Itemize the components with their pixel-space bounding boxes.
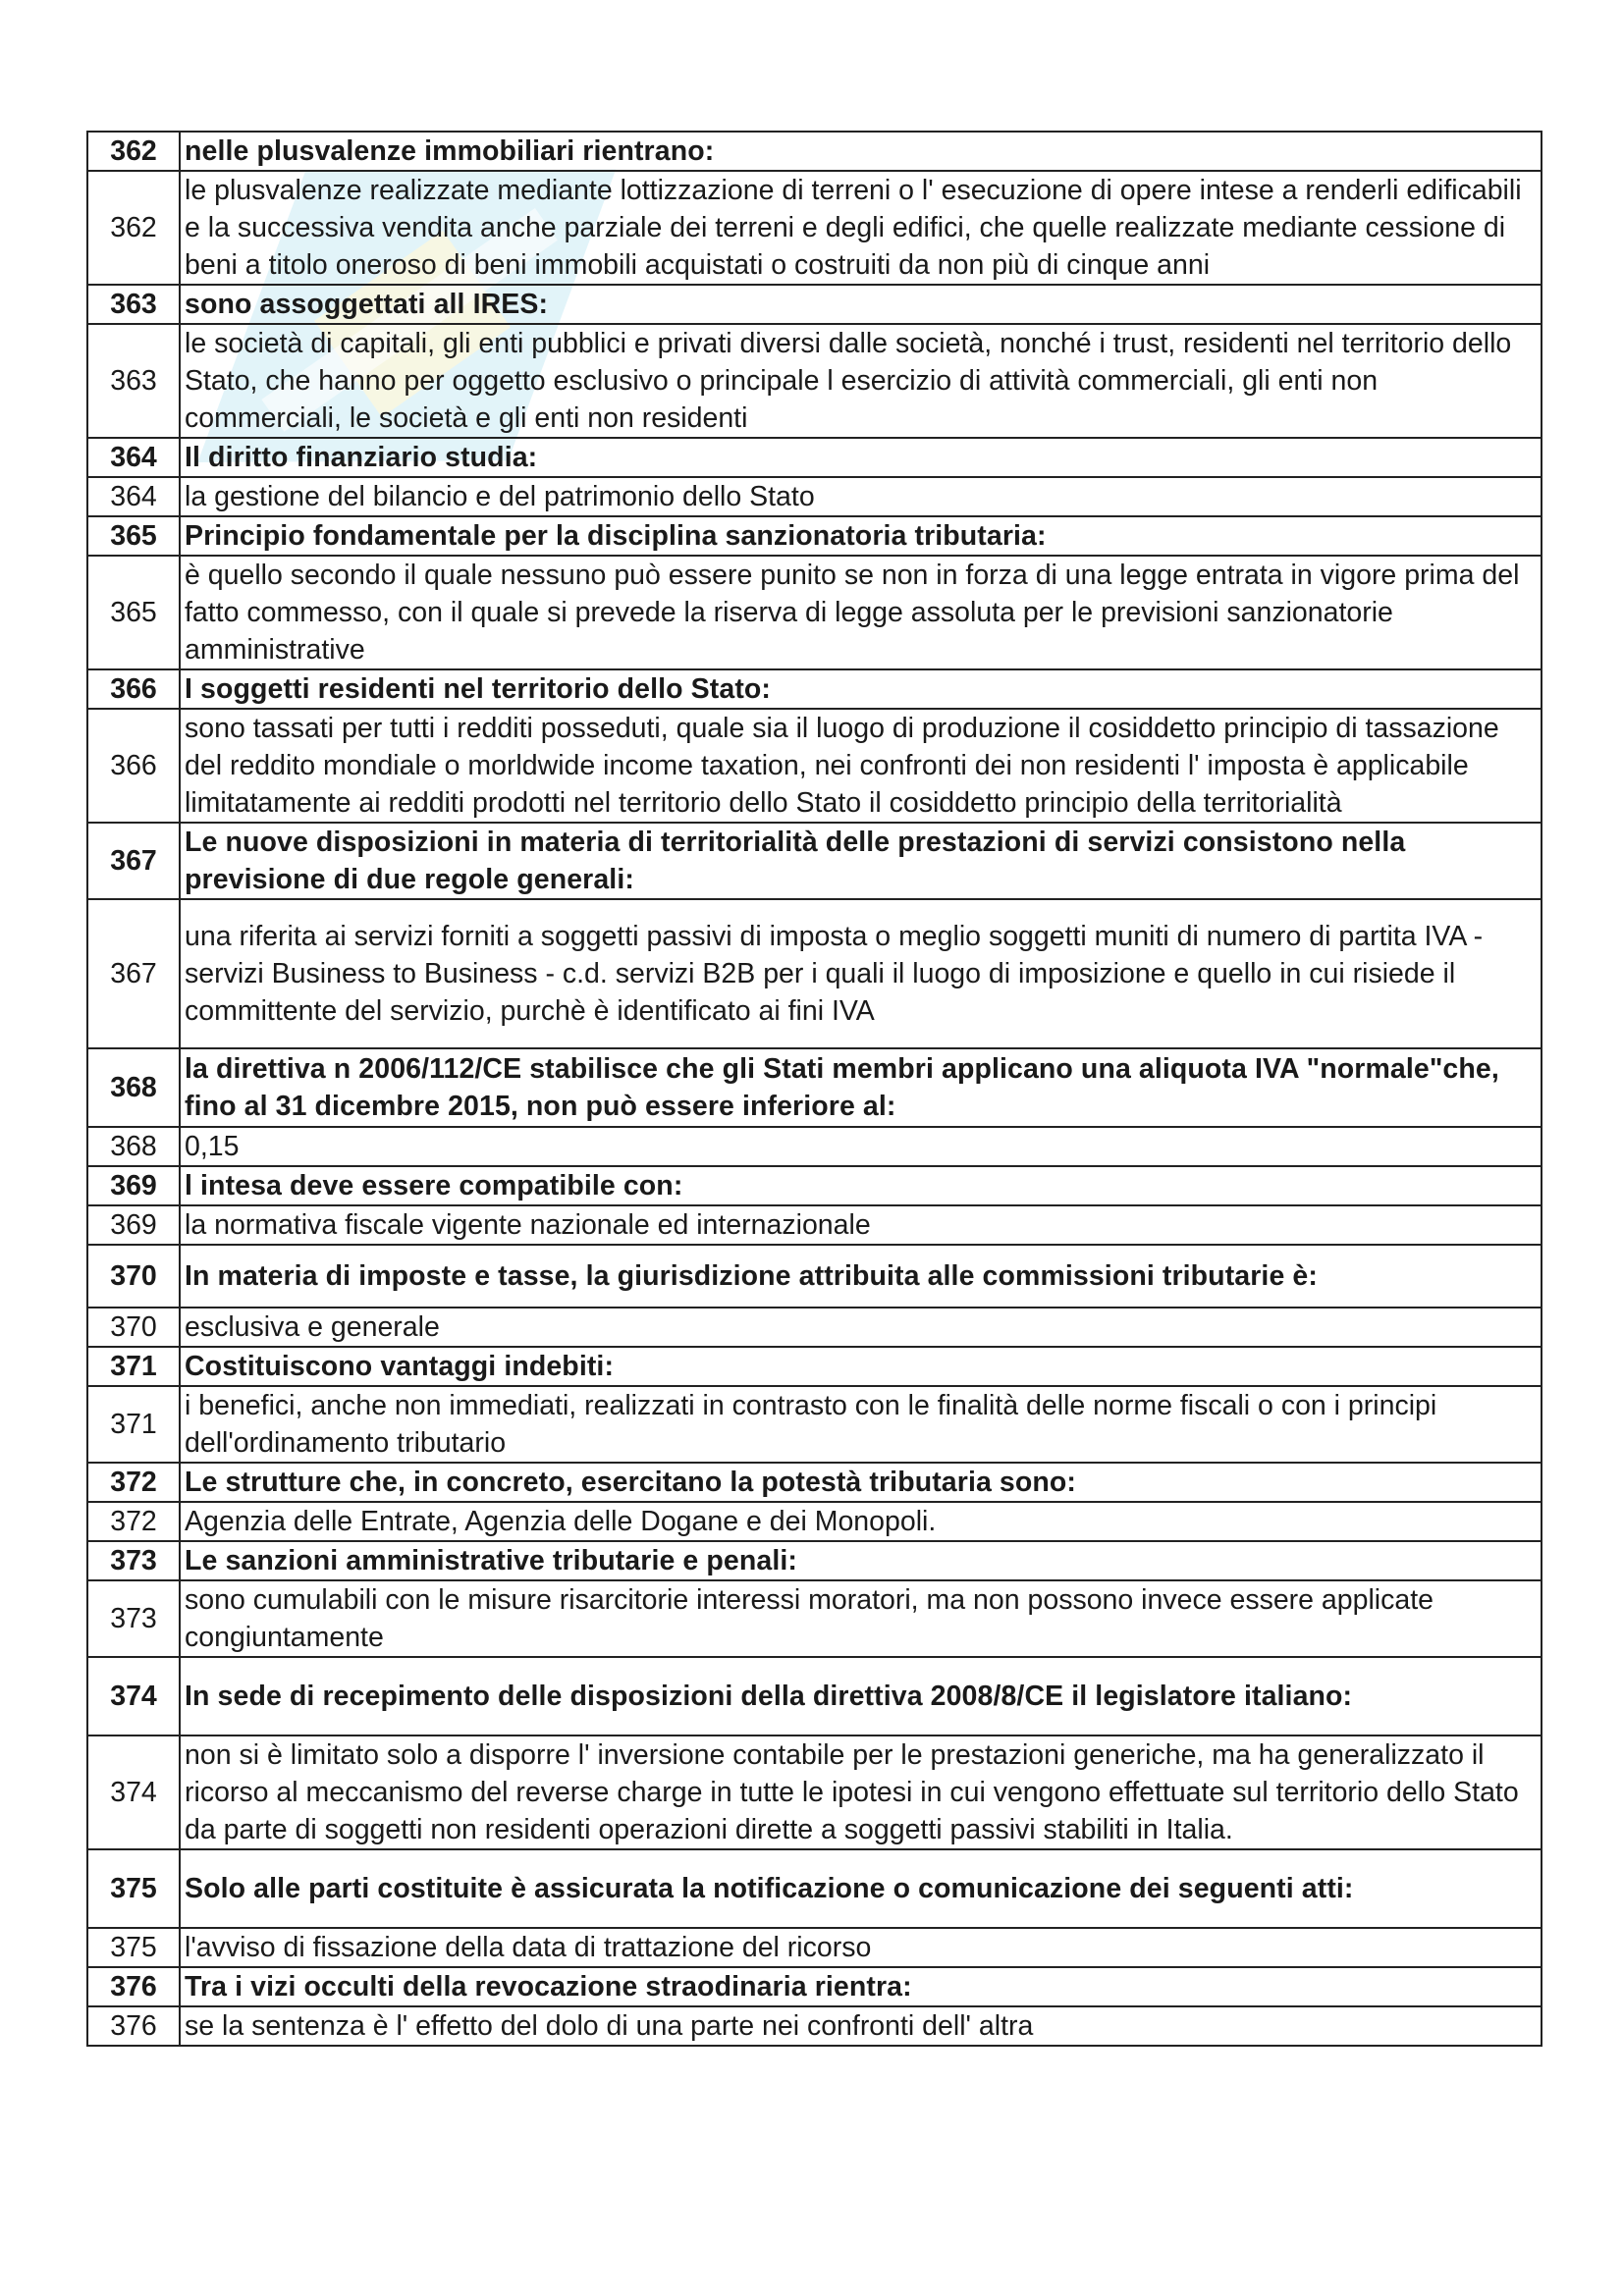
question-text: Costituiscono vantaggi indebiti:: [180, 1347, 1542, 1386]
question-text: sono assoggettati all IRES:: [180, 285, 1542, 324]
table-row: [87, 823, 1542, 899]
question-text: I soggetti residenti nel territorio dello Stato:: [180, 669, 1542, 709]
table-row: [87, 1386, 1542, 1463]
table-row: [87, 1502, 1542, 1541]
answer-text: se la sentenza è l' effetto del dolo di una parte nei confronti dell' altra: [180, 2006, 1542, 2046]
table-row: [87, 1580, 1542, 1657]
question-text: la direttiva n 2006/112/CE stabilisce che gli Stati membri applicano una aliquota IVA "normale"che, fino al 31 dicembre 2015, non può essere inferiore al:: [180, 1048, 1542, 1127]
table-row: [87, 516, 1542, 556]
row-number: 369: [87, 1205, 180, 1245]
answer-text: una riferita ai servizi forniti a soggetti passivi di imposta o meglio soggetti muniti di numero di partita IVA - servizi Business to Business - c.d. servizi B2B per i quali il luogo di imposizione e quello in cui risiede il committente del servizio, purchè è identificato ai fini IVA: [180, 899, 1542, 1048]
table-row: [87, 1245, 1542, 1308]
row-number: 368: [87, 1127, 180, 1166]
question-text: l intesa deve essere compatibile con:: [180, 1166, 1542, 1205]
table-row: [87, 1347, 1542, 1386]
row-number: 362: [87, 132, 180, 171]
table-row: [87, 477, 1542, 516]
row-number: 373: [87, 1580, 180, 1657]
row-number: 367: [87, 823, 180, 899]
question-text: nelle plusvalenze immobiliari rientrano:: [180, 132, 1542, 171]
answer-text: le plusvalenze realizzate mediante lottizzazione di terreni o l' esecuzione di opere intese a renderli edificabili e la successiva vendita anche parziale dei terreni e degli edifici, che quelle realizzate mediante cessione di beni a titolo oneroso di beni immobili acquistati o costruiti da non più di cinque anni: [180, 171, 1542, 285]
question-text: Le strutture che, in concreto, esercitano la potestà tributaria sono:: [180, 1463, 1542, 1502]
table-row: [87, 324, 1542, 438]
row-number: 362: [87, 171, 180, 285]
row-number: 363: [87, 324, 180, 438]
table-row: [87, 1166, 1542, 1205]
row-number: 365: [87, 556, 180, 669]
row-number: 375: [87, 1928, 180, 1967]
table-row: [87, 1657, 1542, 1735]
answer-text: la normativa fiscale vigente nazionale ed internazionale: [180, 1205, 1542, 1245]
row-number: 368: [87, 1048, 180, 1127]
table-row: [87, 899, 1542, 1048]
table-row: [87, 709, 1542, 823]
row-number: 372: [87, 1463, 180, 1502]
table-row: [87, 132, 1542, 171]
question-text: Le nuove disposizioni in materia di territorialità delle prestazioni di servizi consistono nella previsione di due regole generali:: [180, 823, 1542, 899]
row-number: 372: [87, 1502, 180, 1541]
answer-text: i benefici, anche non immediati, realizzati in contrasto con le finalità delle norme fiscali o con i principi dell'ordinamento tributario: [180, 1386, 1542, 1463]
row-number: 364: [87, 438, 180, 477]
row-number: 366: [87, 669, 180, 709]
row-number: 374: [87, 1735, 180, 1849]
row-number: 374: [87, 1657, 180, 1735]
answer-text: sono cumulabili con le misure risarcitorie interessi moratori, ma non possono invece essere applicate congiuntamente: [180, 1580, 1542, 1657]
row-number: 370: [87, 1308, 180, 1347]
row-number: 366: [87, 709, 180, 823]
answer-text: l'avviso di fissazione della data di trattazione del ricorso: [180, 1928, 1542, 1967]
answer-text: è quello secondo il quale nessuno può essere punito se non in forza di una legge entrata in vigore prima del fatto commesso, con il quale si prevede la riserva di legge assoluta per le previsioni sanzionatorie amministrative: [180, 556, 1542, 669]
table-row: [87, 1308, 1542, 1347]
table-row: [87, 1127, 1542, 1166]
answer-text: la gestione del bilancio e del patrimonio dello Stato: [180, 477, 1542, 516]
row-number: 363: [87, 285, 180, 324]
row-number: 370: [87, 1245, 180, 1308]
question-text: Le sanzioni amministrative tributarie e penali:: [180, 1541, 1542, 1580]
question-text: Principio fondamentale per la disciplina sanzionatoria tributaria:: [180, 516, 1542, 556]
answer-text: esclusiva e generale: [180, 1308, 1542, 1347]
table-row: [87, 1048, 1542, 1127]
table-row: [87, 1928, 1542, 1967]
row-number: 369: [87, 1166, 180, 1205]
table-row: [87, 669, 1542, 709]
row-number: 373: [87, 1541, 180, 1580]
table-row: [87, 2006, 1542, 2046]
row-number: 365: [87, 516, 180, 556]
question-text: In sede di recepimento delle disposizioni della direttiva 2008/8/CE il legislatore italiano:: [180, 1657, 1542, 1735]
table-row: [87, 285, 1542, 324]
table-row: [87, 1463, 1542, 1502]
row-number: 364: [87, 477, 180, 516]
table-row: [87, 1735, 1542, 1849]
question-text: In materia di imposte e tasse, la giurisdizione attribuita alle commissioni tributarie è:: [180, 1245, 1542, 1308]
table-row: [87, 171, 1542, 285]
table-row: [87, 1849, 1542, 1928]
row-number: 367: [87, 899, 180, 1048]
answer-text: Agenzia delle Entrate, Agenzia delle Dogane e dei Monopoli.: [180, 1502, 1542, 1541]
table-row: [87, 1967, 1542, 2006]
row-number: 376: [87, 1967, 180, 2006]
answer-text: sono tassati per tutti i redditi posseduti, quale sia il luogo di produzione il cosiddetto principio di tassazione del reddito mondiale o morldwide income taxation, nei confronti dei non residenti l' imposta è applicabile limitatamente ai redditi prodotti nel territorio dello Stato il cosiddetto principio della territorialità: [180, 709, 1542, 823]
row-number: 371: [87, 1386, 180, 1463]
row-number: 371: [87, 1347, 180, 1386]
table-row: [87, 1541, 1542, 1580]
qa-table: [86, 131, 1542, 2047]
question-text: Il diritto finanziario studia:: [180, 438, 1542, 477]
answer-text: 0,15: [180, 1127, 1542, 1166]
question-text: Solo alle parti costituite è assicurata la notificazione o comunicazione dei seguenti atti:: [180, 1849, 1542, 1928]
answer-text: le società di capitali, gli enti pubblici e privati diversi dalle società, nonché i trust, residenti nel territorio dello Stato, che hanno per oggetto esclusivo o principale l esercizio di attività commerciali, gli enti non commerciali, le società e gli enti non residenti: [180, 324, 1542, 438]
row-number: 375: [87, 1849, 180, 1928]
table-row: [87, 556, 1542, 669]
table-row: [87, 1205, 1542, 1245]
question-text: Tra i vizi occulti della revocazione straodinaria rientra:: [180, 1967, 1542, 2006]
row-number: 376: [87, 2006, 180, 2046]
answer-text: non si è limitato solo a disporre l' inversione contabile per le prestazioni generiche, ma ha generalizzato il ricorso al meccanismo del reverse charge in tutte le ipotesi in cui vengono effettuate sul territorio dello Stato da parte di soggetti non residenti operazioni dirette a soggetti passivi stabiliti in Italia.: [180, 1735, 1542, 1849]
table-row: [87, 438, 1542, 477]
